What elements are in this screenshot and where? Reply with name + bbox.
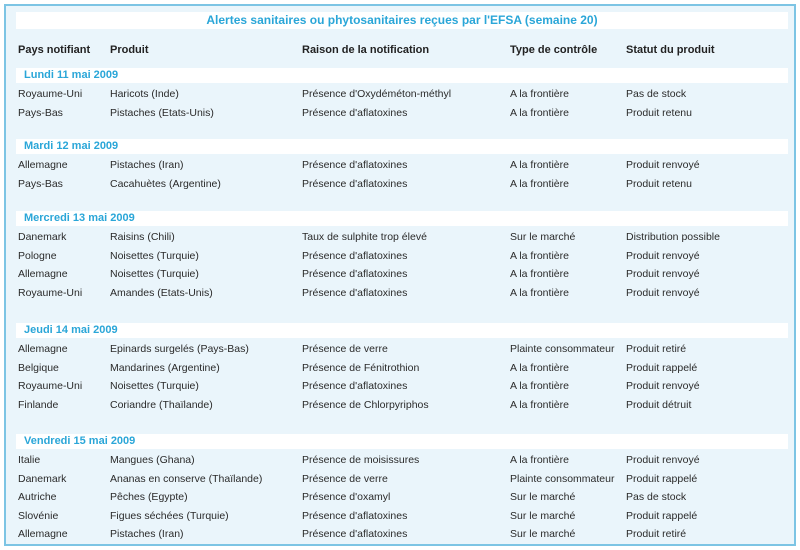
table-row [6,362,794,378]
table-row [6,231,794,247]
cell-raison: Présence d'Oxydéméton-méthyl [302,88,452,100]
cell-statut: Produit renvoyé [626,454,700,466]
cell-statut: Produit retiré [626,528,687,540]
cell-pays: Pays-Bas [18,177,63,190]
cell-raison: Présence d'aflatoxines [302,249,408,262]
table-row [6,491,794,507]
cell-pays: Allemagne [18,528,68,540]
cell-type-controle: A la frontière [510,286,569,299]
cell-type-controle: Sur le marché [510,491,576,503]
cell-pays: Royaume-Uni [18,88,83,100]
cell-produit: Noisettes (Turquie) [110,249,199,262]
header-produit: Produit [110,44,149,56]
header-type-controle: Type de contrôle [510,44,598,56]
cell-raison: Présence d'oxamyl [302,491,391,503]
section-date-heading: Lundi 11 mai 2009 [16,68,788,83]
table-title: Alertes sanitaires ou phytosanitaires reçues par l'EFSA (semaine 20) [16,12,788,29]
cell-pays: Allemagne [18,159,68,171]
cell-pays: Royaume-Uni [18,380,83,392]
cell-produit: Raisins (Chili) [110,231,175,243]
table-row [6,250,794,266]
cell-statut: Produit retenu [626,177,692,190]
table-row [6,399,794,415]
cell-pays: Slovénie [18,509,59,522]
header-pays-notifiant: Pays notifiant [18,44,91,56]
cell-produit: Pistaches (Iran) [110,159,184,171]
table-row [6,343,794,359]
cell-raison: Présence d'aflatoxines [302,106,408,119]
cell-produit: Pêches (Egypte) [110,491,188,503]
cell-statut: Produit détruit [626,398,692,411]
header-raison: Raison de la notification [302,44,430,56]
table-row [6,287,794,303]
cell-statut: Produit rappelé [626,509,698,522]
cell-statut: Produit rappelé [626,472,698,485]
cell-raison: Présence d'aflatoxines [302,177,408,190]
section-date-heading: Vendredi 15 mai 2009 [16,434,788,449]
table-row [6,268,794,284]
cell-produit: Figues séchées (Turquie) [110,509,229,522]
cell-type-controle: A la frontière [510,454,569,466]
cell-pays: Pologne [18,249,57,262]
cell-pays: Allemagne [18,343,68,355]
cell-type-controle: A la frontière [510,159,569,171]
table-row [6,510,794,526]
cell-produit: Epinards surgelés (Pays-Bas) [110,343,249,355]
cell-pays: Danemark [18,231,67,243]
cell-type-controle: A la frontière [510,398,569,411]
cell-raison: Présence de verre [302,472,388,485]
table-row [6,528,794,544]
cell-type-controle: Sur le marché [510,231,576,243]
cell-raison: Présence d'aflatoxines [302,159,408,171]
cell-produit: Amandes (Etats-Unis) [110,286,213,299]
cell-produit: Mangues (Ghana) [110,454,195,466]
cell-pays: Pays-Bas [18,106,63,119]
cell-raison: Présence d'aflatoxines [302,380,408,392]
cell-pays: Autriche [18,491,57,503]
cell-type-controle: A la frontière [510,361,569,374]
cell-raison: Présence d'aflatoxines [302,528,408,540]
cell-statut: Distribution possible [626,231,720,243]
cell-raison: Présence de Chlorpyriphos [302,398,429,411]
table-row [6,380,794,396]
section-date-heading: Mardi 12 mai 2009 [16,139,788,154]
cell-type-controle: A la frontière [510,177,569,190]
cell-type-controle: A la frontière [510,106,569,119]
cell-produit: Pistaches (Iran) [110,528,184,540]
cell-type-controle: Sur le marché [510,528,576,540]
table-row [6,178,794,194]
cell-raison: Présence de verre [302,343,388,355]
cell-statut: Produit renvoyé [626,268,700,280]
cell-type-controle: Plainte consommateur [510,343,615,355]
cell-statut: Produit retenu [626,106,692,119]
cell-type-controle: A la frontière [510,88,569,100]
cell-statut: Produit retiré [626,343,687,355]
cell-produit: Coriandre (Thaïlande) [110,398,213,411]
column-headers [6,44,794,60]
cell-raison: Présence de moisissures [302,454,420,466]
cell-statut: Produit rappelé [626,361,698,374]
cell-statut: Pas de stock [626,491,687,503]
header-statut: Statut du produit [626,44,715,56]
cell-type-controle: A la frontière [510,268,569,280]
cell-pays: Italie [18,454,41,466]
cell-statut: Produit renvoyé [626,380,700,392]
cell-raison: Présence d'aflatoxines [302,509,408,522]
cell-produit: Noisettes (Turquie) [110,268,199,280]
cell-pays: Allemagne [18,268,68,280]
cell-type-controle: Sur le marché [510,509,576,522]
cell-pays: Royaume-Uni [18,286,83,299]
cell-produit: Noisettes (Turquie) [110,380,199,392]
cell-statut: Produit renvoyé [626,249,700,262]
cell-statut: Produit renvoyé [626,159,700,171]
cell-type-controle: A la frontière [510,380,569,392]
cell-type-controle: A la frontière [510,249,569,262]
cell-produit: Ananas en conserve (Thaïlande) [110,472,263,485]
section-date-heading: Jeudi 14 mai 2009 [16,323,788,338]
cell-pays: Belgique [18,361,59,374]
table-row [6,159,794,175]
cell-produit: Mandarines (Argentine) [110,361,220,374]
cell-statut: Produit renvoyé [626,286,700,299]
cell-pays: Finlande [18,398,59,411]
cell-raison: Présence d'aflatoxines [302,268,408,280]
cell-raison: Taux de sulphite trop élevé [302,231,427,243]
cell-produit: Pistaches (Etats-Unis) [110,106,214,119]
cell-type-controle: Plainte consommateur [510,472,615,485]
table-row [6,473,794,489]
cell-produit: Cacahuètes (Argentine) [110,177,221,190]
table-row [6,88,794,104]
table-row [6,107,794,123]
cell-raison: Présence d'aflatoxines [302,286,408,299]
table-row [6,454,794,470]
cell-raison: Présence de Fénitrothion [302,361,420,374]
cell-pays: Danemark [18,472,67,485]
section-date-heading: Mercredi 13 mai 2009 [16,211,788,226]
cell-statut: Pas de stock [626,88,687,100]
cell-produit: Haricots (Inde) [110,88,179,100]
alerts-table-panel [4,4,796,546]
